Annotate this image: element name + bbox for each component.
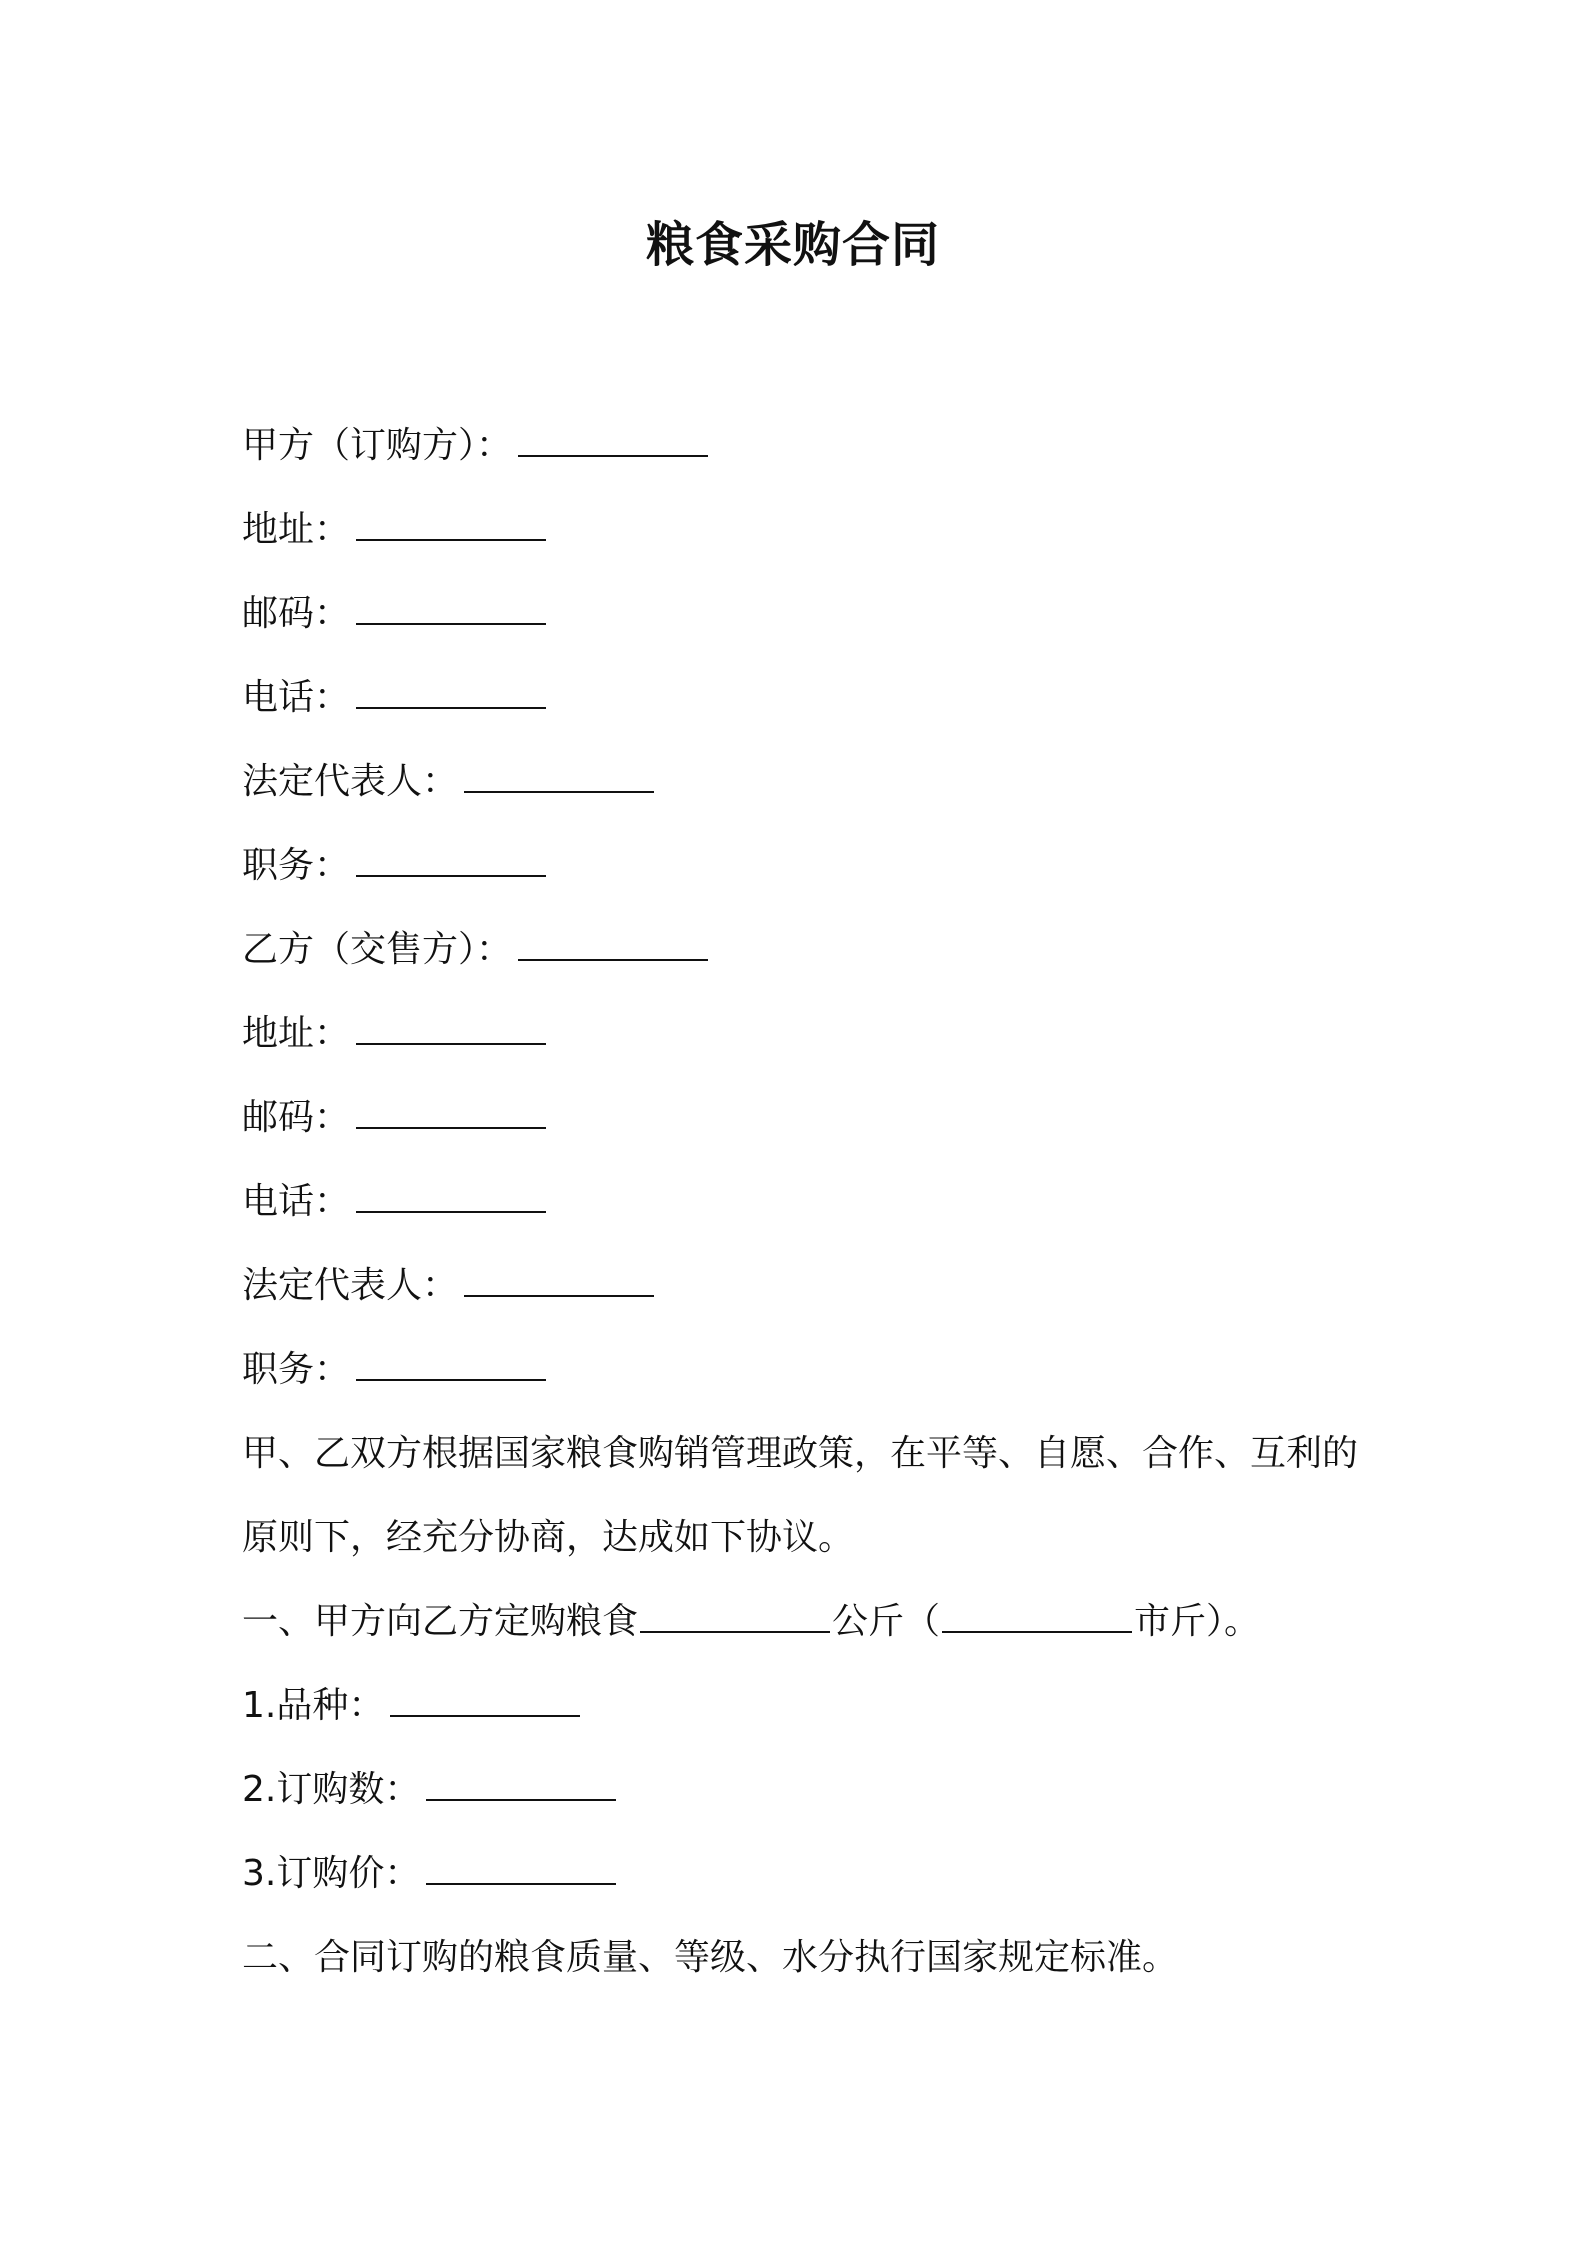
party-a-legal-rep-blank[interactable] bbox=[464, 763, 654, 793]
preamble-paragraph: 甲、乙双方根据国家粮食购销管理政策，在平等、自愿、合作、互利的原则下，经充分协商，达成如下协议。 bbox=[242, 1433, 1359, 1558]
party-a-line bbox=[242, 404, 1372, 488]
party-a-position-label: 职务： bbox=[242, 845, 351, 886]
party-b-postcode-label: 邮码： bbox=[242, 1097, 351, 1138]
party-a-label: 甲方（订购方）： bbox=[242, 425, 513, 466]
party-a-address-line bbox=[242, 488, 1372, 572]
party-b-legal-rep-label: 法定代表人： bbox=[242, 1265, 459, 1306]
variety-blank[interactable] bbox=[390, 1687, 580, 1717]
party-b-position-label: 职务： bbox=[242, 1349, 351, 1390]
party-a-blank[interactable] bbox=[518, 427, 708, 457]
party-a-address-blank[interactable] bbox=[356, 511, 546, 541]
clause-1-kg-blank[interactable] bbox=[640, 1603, 830, 1633]
party-b-phone-blank[interactable] bbox=[356, 1183, 546, 1213]
party-a-phone-line bbox=[242, 656, 1372, 740]
clause-1-jin-blank[interactable] bbox=[942, 1603, 1132, 1633]
variety-line bbox=[242, 1664, 1372, 1748]
party-b-phone-line bbox=[242, 1160, 1372, 1244]
party-b-position-blank[interactable] bbox=[356, 1351, 546, 1381]
party-b-phone-label: 电话： bbox=[242, 1181, 351, 1222]
party-b-legal-rep-line bbox=[242, 1244, 1372, 1328]
quantity-blank[interactable] bbox=[426, 1771, 616, 1801]
party-b-line bbox=[242, 908, 1372, 992]
party-a-position-blank[interactable] bbox=[356, 847, 546, 877]
party-a-phone-label: 电话： bbox=[242, 677, 351, 718]
party-a-postcode-blank[interactable] bbox=[356, 595, 546, 625]
clause-2-line: 二、合同订购的粮食质量、等级、水分执行国家规定标准。 bbox=[242, 1937, 1179, 1978]
document-title: 粮食采购合同 bbox=[645, 217, 940, 273]
clause-1-line bbox=[242, 1580, 1372, 1664]
variety-label: 1.品种： bbox=[242, 1685, 385, 1726]
party-a-address-label: 地址： bbox=[242, 509, 351, 550]
price-blank[interactable] bbox=[426, 1855, 616, 1885]
contract-body bbox=[242, 404, 1372, 2000]
quantity-line bbox=[242, 1748, 1372, 1832]
price-line bbox=[242, 1832, 1372, 1916]
party-b-postcode-blank[interactable] bbox=[356, 1099, 546, 1129]
party-a-postcode-label: 邮码： bbox=[242, 593, 351, 634]
party-b-label: 乙方（交售方）： bbox=[242, 929, 513, 970]
party-a-legal-rep-line bbox=[242, 740, 1372, 824]
party-b-legal-rep-blank[interactable] bbox=[464, 1267, 654, 1297]
clause-1-unit1: 公斤（ bbox=[832, 1601, 941, 1642]
party-b-postcode-line bbox=[242, 1076, 1372, 1160]
party-b-blank[interactable] bbox=[518, 931, 708, 961]
clause-1-unit2: 市斤）。 bbox=[1134, 1601, 1261, 1642]
party-b-address-blank[interactable] bbox=[356, 1015, 546, 1045]
party-a-position-line bbox=[242, 824, 1372, 908]
party-a-postcode-line bbox=[242, 572, 1372, 656]
party-a-phone-blank[interactable] bbox=[356, 679, 546, 709]
party-b-address-label: 地址： bbox=[242, 1013, 351, 1054]
party-b-address-line bbox=[242, 992, 1372, 1076]
party-b-position-line bbox=[242, 1328, 1372, 1412]
party-a-legal-rep-label: 法定代表人： bbox=[242, 761, 459, 802]
quantity-label: 2.订购数： bbox=[242, 1769, 421, 1810]
clause-1-prefix: 一、甲方向乙方定购粮食 bbox=[242, 1601, 639, 1642]
price-label: 3.订购价： bbox=[242, 1853, 421, 1894]
